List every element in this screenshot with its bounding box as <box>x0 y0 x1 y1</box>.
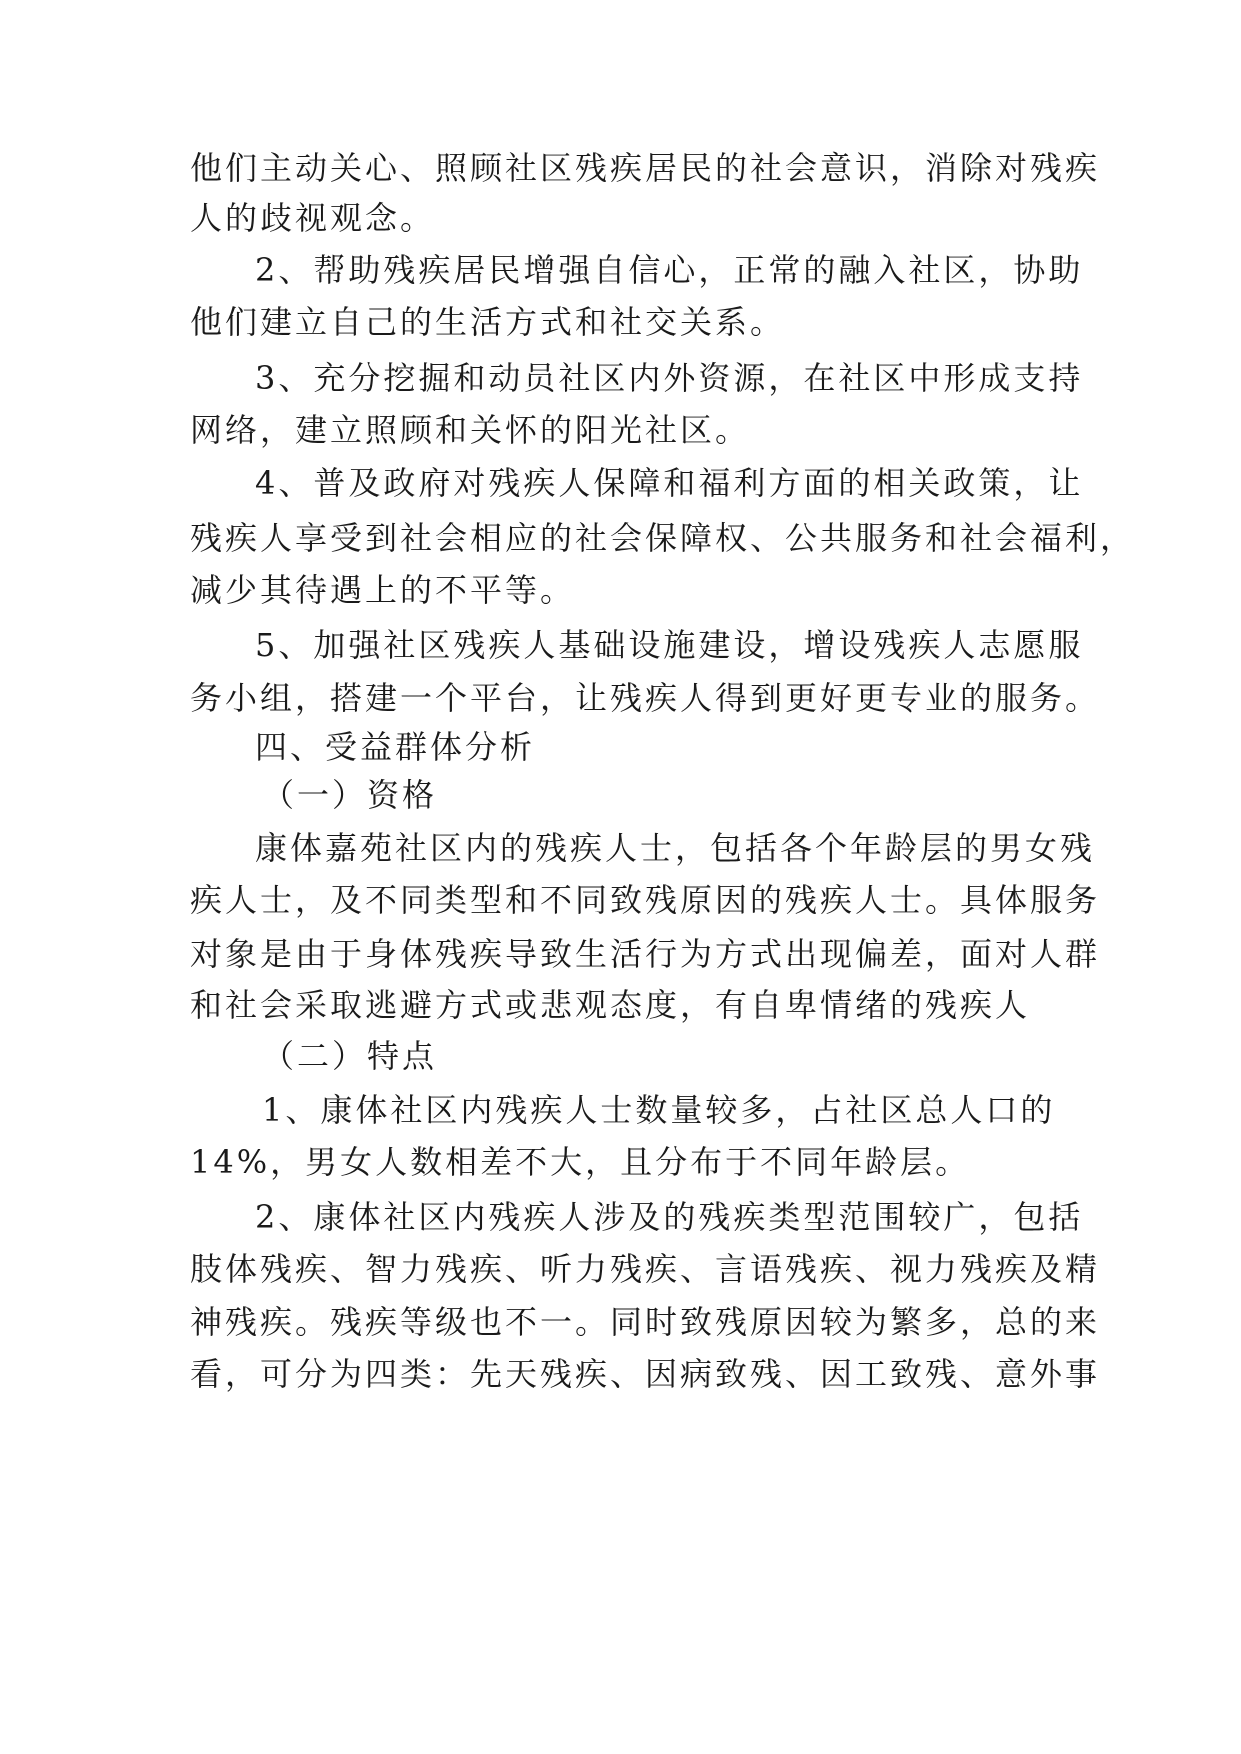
text-line: 疾人士，及不同类型和不同致残原因的残疾人士。具体服务 <box>190 881 1101 919</box>
text-line: 14%，男女人数相差不大，且分布于不同年龄层。 <box>190 1143 971 1181</box>
text-line: 和社会采取逃避方式或悲观态度，有自卑情绪的残疾人 <box>190 986 1031 1024</box>
text-line: 对象是由于身体残疾导致生活行为方式出现偏差，面对人群 <box>190 935 1101 973</box>
subsection-heading: （一）资格 <box>262 776 438 814</box>
text-line: 3、充分挖掘和动员社区内外资源，在社区中形成支持 <box>255 359 1084 397</box>
text-line: 1、康体社区内残疾人士数量较多，占社区总人口的 <box>262 1091 1056 1129</box>
text-line: 康体嘉苑社区内的残疾人士，包括各个年龄层的男女残 <box>255 829 1096 867</box>
section-heading: 四、受益群体分析 <box>255 728 536 766</box>
text-line: 5、加强社区残疾人基础设施建设，增设残疾人志愿服 <box>255 626 1084 664</box>
text-line: 务小组，搭建一个平台，让残疾人得到更好更专业的服务。 <box>190 679 1101 717</box>
text-line: 人的歧视观念。 <box>190 199 436 237</box>
text-line: 2、帮助残疾居民增强自信心，正常的融入社区，协助 <box>255 251 1084 289</box>
text-line: 他们建立自己的生活方式和社交关系。 <box>190 303 786 341</box>
text-line: 看，可分为四类：先天残疾、因病致残、因工致残、意外事 <box>190 1355 1101 1393</box>
text-line: 他们主动关心、照顾社区残疾居民的社会意识，消除对残疾 <box>190 149 1101 187</box>
text-line: 肢体残疾、智力残疾、听力残疾、言语残疾、视力残疾及精 <box>190 1250 1101 1288</box>
subsection-heading: （二）特点 <box>262 1037 438 1075</box>
text-line: 网络，建立照顾和关怀的阳光社区。 <box>190 411 751 449</box>
text-line: 神残疾。残疾等级也不一。同时致残原因较为繁多，总的来 <box>190 1303 1101 1341</box>
text-line: 残疾人享受到社会相应的社会保障权、公共服务和社会福利， <box>190 519 1136 557</box>
text-line: 4、普及政府对残疾人保障和福利方面的相关政策，让 <box>255 464 1084 502</box>
text-line: 2、康体社区内残疾人涉及的残疾类型范围较广，包括 <box>255 1198 1084 1236</box>
text-line: 减少其待遇上的不平等。 <box>190 571 576 609</box>
